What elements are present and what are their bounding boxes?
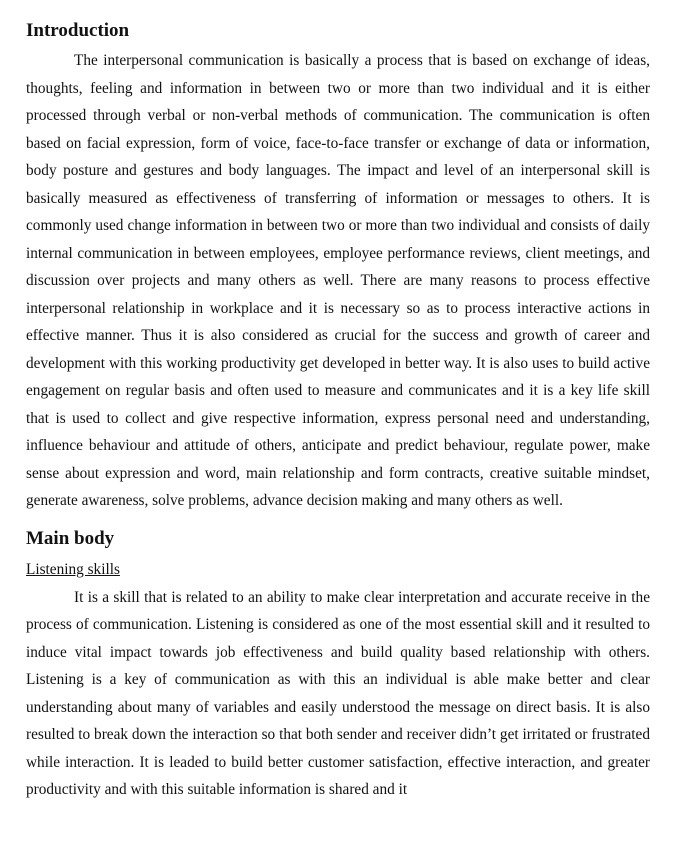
introduction-paragraph: The interpersonal communication is basically a process that is based on exchange of ideas, thoughts, feeling and information in between two or more than two individual and it is either processed through verbal or non-verbal methods of communication. The communication is often based on facial expression, form of voice, face-to-face transfer or exchange of data or information, body posture and gestures and body languages. The impact and level of an interpersonal skill is basically measured as effectiveness of transferring of information or messages to others. It is commonly used change information in between two or more than two individual and consists of daily internal communication in between employees, employee performance reviews, client meetings, and discussion over projects and many others as well. There are many reasons to process effective interpersonal relationship in workplace and it is necessary so as to process interactive actions in effective manner. Thus it is also considered as crucial for the success and growth of career and development with this working productivity get developed in better way. It is also uses to build active engagement on regular basis and often used to measure and communicates and it is a key life skill that is used to collect and give respective information, express personal need and understanding, influence behaviour and attitude of others, anticipate and predict behaviour, regulate power, make sense about expression and word, main relationship and form contracts, creative suitable mindset, generate awareness, solve problems, advance decision making and many others as well. <box>26 52 650 509</box>
listening-skills-paragraph: It is a skill that is related to an ability to make clear interpretation and accurate receive in the process of communication. Listening is considered as one of the most essential skill and it resulted to induce vital impact towards job effectiveness and build quality based relationship with others. Listening is a key of communication as with this an individual is able make better and clear understanding about many of variables and easily understood the message on direct basis. It is also resulted to break down the interaction so that both sender and receiver didn’t get irritated or frustrated while interaction. It is leaded to build better customer satisfaction, effective interaction, and greater productivity and with this suitable information is shared and it <box>26 588 650 798</box>
introduction-heading: Introduction <box>26 20 130 41</box>
listening-skills-subheading: Listening skills <box>26 560 120 578</box>
main-body-heading: Main body <box>26 527 115 549</box>
document-page <box>26 19 650 804</box>
